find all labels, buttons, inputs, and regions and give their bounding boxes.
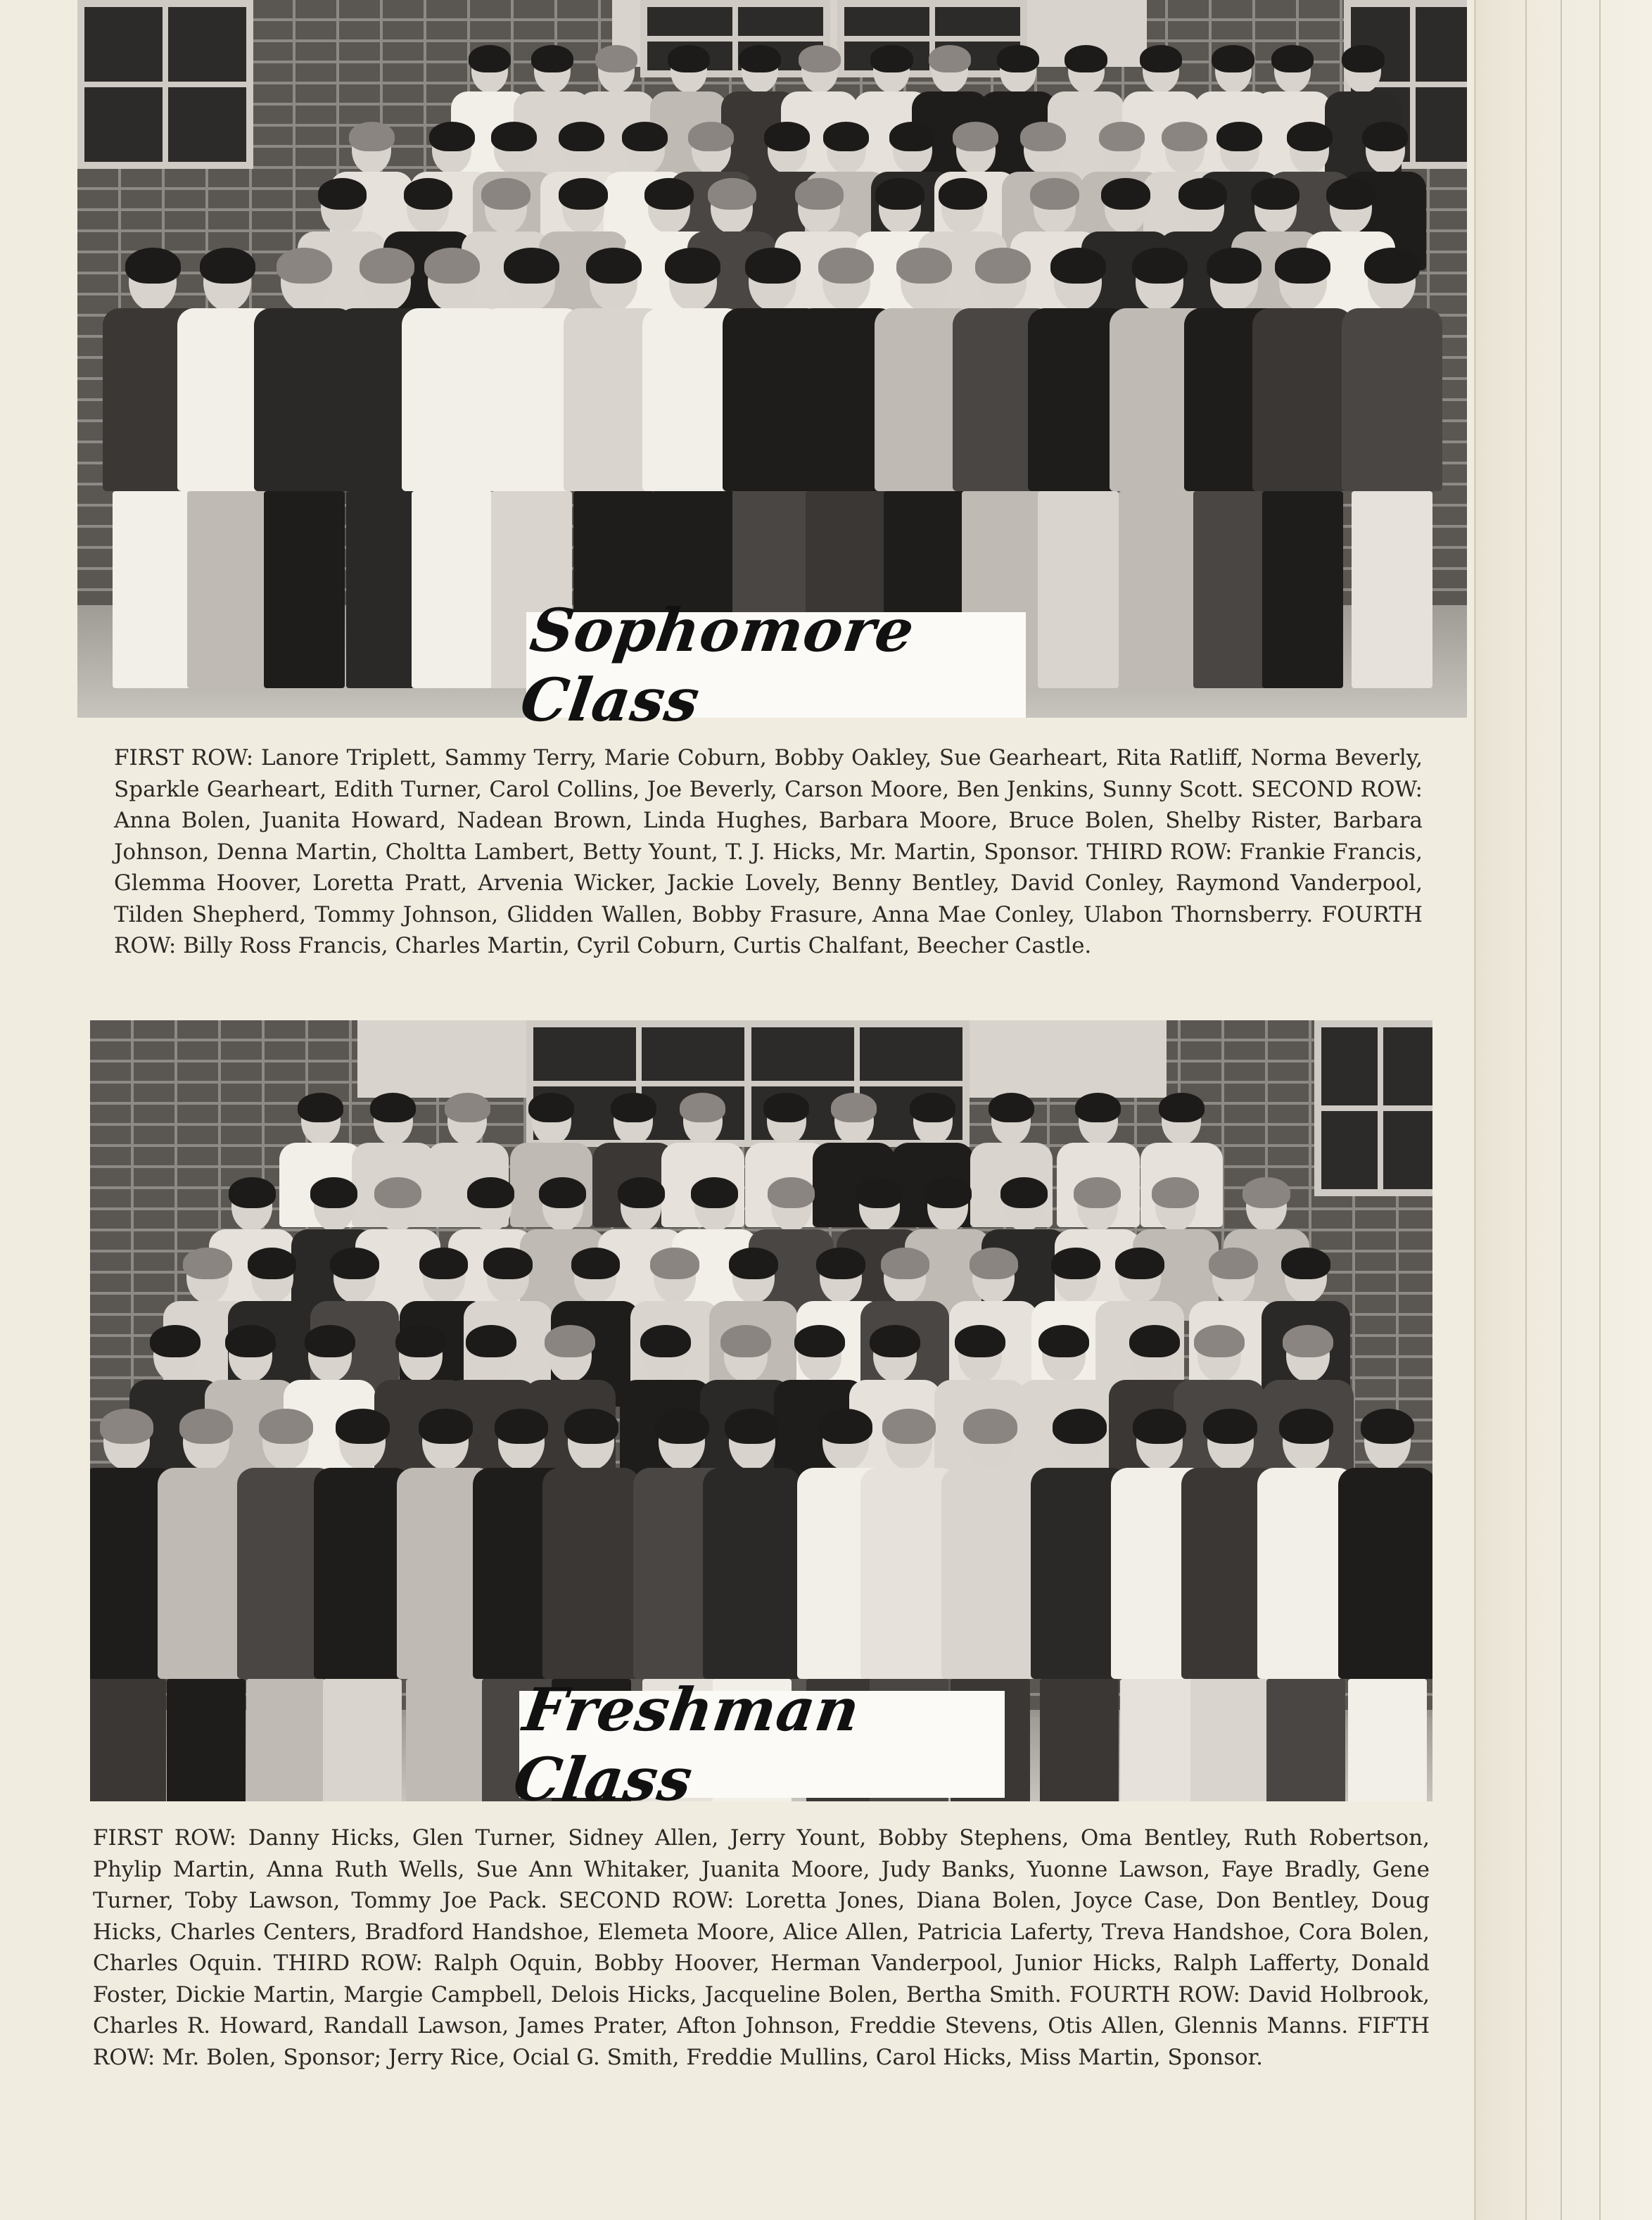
roster-text: FIRST ROW: Danny Hicks, Glen Turner, Sidney Allen, Jerry Yount, Bobby Stephens, Oma Bentley, Ruth Robertson, Phylip Martin, Anna Ruth Wells, Sue Ann Whitaker, Juanita Moore, Judy Banks, Yuonne Lawson, Faye Bradly, Gene Turner, Toby Lawson, Tommy Joe Pack. SECOND ROW: Loretta Jones, Diana Bolen, Joyce Case, Don Bentley, Doug Hicks, Charles Centers, Bradford Handshoe, Elemeta Moore, Alice Allen, Patricia Laferty, Treva Handshoe, Cora Bolen, Charles Oquin. THIRD ROW: Ralph Oquin, Bobby Hoover, Herman Vanderpool, Junior Hicks, Ralph Lafferty, Donald Foster, Dickie Martin, Margie Campbell, Delois Hicks, Jacqueline Bolen, Bertha Smith. FOURTH ROW: David Holbrook, Charles R. Howard, Randall Lawson, James Prater, Afton Johnson, Freddie Stevens, Otis Allen, Glennis Manns. FIFTH ROW: Mr. Bolen, Sponsor; Jerry Rice, Ocial G. Smith, Freddie Mullins, Carol Hicks, Miss Martin, Sponsor.: [93, 1825, 1430, 2070]
roster-text: FIRST ROW: Lanore Triplett, Sammy Terry, Marie Coburn, Bobby Oakley, Sue Gearheart, Rita Ratliff, Norma Beverly, Sparkle Gearheart, Edith Turner, Carol Collins, Joe Beverly, Carson Moore, Ben Jenkins, Sunny Scott. SECOND ROW: Anna Bolen, Juanita Howard, Nadean Brown, Linda Hughes, Barbara Moore, Bruce Bolen, Shelby Rister, Barbara Johnson, Denna Martin, Choltta Lambert, Betty Yount, T. J. Hicks, Mr. Martin, Sponsor. THIRD ROW: Frankie Francis, Glemma Hoover, Loretta Pratt, Arvenia Wicker, Jackie Lovely, Benny Bentley, David Conley, Raymond Vanderpool, Tilden Shepherd, Tommy Johnson, Glidden Wallen, Bobby Frasure, Anna Mae Conley, Ulabon Thornsberry. FOURTH ROW: Billy Ross Francis, Charles Martin, Cyril Coburn, Curtis Chalfant, Beecher Castle.: [114, 745, 1423, 958]
section-title-plate: [509, 1675, 1005, 1814]
section-title-plate: [516, 595, 1026, 735]
section-title: Sophomore Class: [516, 595, 920, 735]
page-edge: [1474, 0, 1652, 2220]
section-title: Freshman Class: [509, 1675, 865, 1814]
